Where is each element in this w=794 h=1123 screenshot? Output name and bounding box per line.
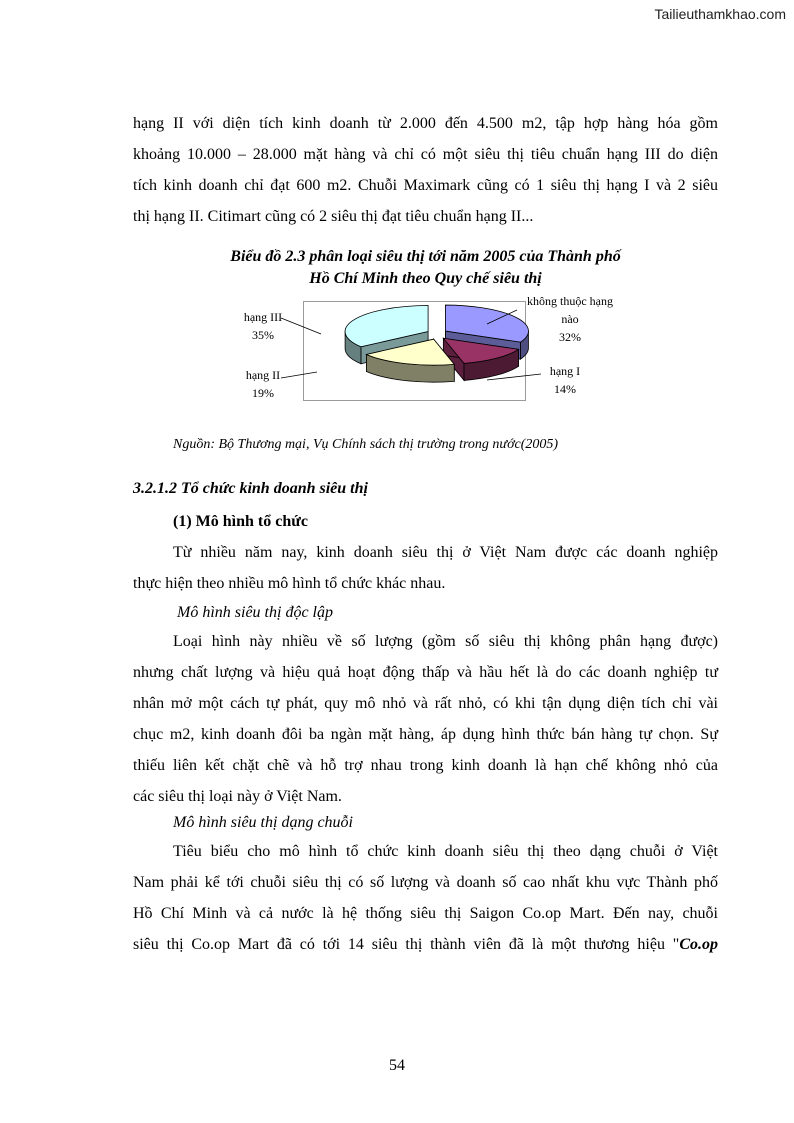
text-line: các siêu thị loại này ở Việt Nam. bbox=[133, 788, 342, 805]
text-line: khoảng 10.000 – 28.000 mặt hàng và chỉ có một siêu thị tiêu chuẩn hạng III do diện bbox=[133, 146, 718, 163]
brand-name: Co.op bbox=[679, 936, 718, 953]
text-line: hạng II với diện tích kinh doanh từ 2.000 đến 4.500 m2, tập hợp hàng hóa gồm bbox=[133, 115, 718, 132]
chart-title: Biểu đồ 2.3 phân loại siêu thị tới năm 2005 của Thành phố bbox=[230, 248, 621, 265]
legend-label-hang-i: hạng I 14% bbox=[549, 364, 581, 396]
text-line: thực hiện theo nhiều mô hình tổ chức khác nhau. bbox=[133, 575, 446, 592]
intro-paragraph bbox=[133, 108, 718, 232]
text-line: Hồ Chí Minh và cả nước là hệ thống siêu thị Saigon Co.op Mart. Đến nay, chuỗi bbox=[133, 905, 718, 922]
text-line: Nam phải kể tới chuỗi siêu thị có số lượng và doanh số cao nhất khu vực Thành phố bbox=[133, 874, 718, 891]
paragraph-chain bbox=[133, 836, 718, 960]
chart-subtitle: Hồ Chí Minh theo Quy chế siêu thị bbox=[309, 270, 542, 287]
subsection-heading: (1) Mô hình tổ chức bbox=[173, 513, 308, 530]
legend-label-hang-iii: hạng III 35% bbox=[243, 310, 283, 342]
model-independent-title: Mô hình siêu thị độc lập bbox=[177, 604, 333, 621]
text-line: nhân mở một cách tự phát, quy mô nhỏ và rất nhỏ, có khi tận dụng diện tích chỉ vài bbox=[133, 695, 718, 712]
text-line: tích kinh doanh chỉ đạt 600 m2. Chuỗi Maximark cũng có 1 siêu thị hạng I và 2 siêu bbox=[133, 177, 718, 194]
text-line: Từ nhiều năm nay, kinh doanh siêu thị ở Việt Nam được các doanh nghiệp bbox=[173, 544, 718, 561]
watermark: Tailieuthamkhao.com bbox=[654, 6, 786, 22]
text-line: Tiêu biểu cho mô hình tổ chức kinh doanh siêu thị theo dạng chuỗi ở Việt bbox=[173, 843, 718, 860]
legend-label-hang-ii: hạng II 19% bbox=[245, 368, 281, 400]
text-line: nhưng chất lượng và hiệu quả hoạt động thấp và hầu hết là do các doanh nghiệp tư bbox=[133, 664, 718, 681]
chart-source: Nguồn: Bộ Thương mại, Vụ Chính sách thị trường trong nước(2005) bbox=[173, 437, 559, 452]
text-line: thị hạng II. Citimart cũng có 2 siêu thị đạt tiêu chuẩn hạng II... bbox=[133, 208, 534, 225]
paragraph-independent bbox=[133, 626, 718, 812]
legend-label-khong-thuoc-hang: không thuộc hạng nào 32% bbox=[527, 294, 613, 344]
page-number: 54 bbox=[389, 1057, 405, 1074]
text-line: siêu thị Co.op Mart đã có tới 14 siêu thị thành viên đã là một thương hiệu "Co.op bbox=[133, 936, 718, 953]
paragraph-intro-models bbox=[133, 537, 718, 599]
text-line: Loại hình này nhiều về số lượng (gồm số siêu thị không phân hạng được) bbox=[173, 633, 718, 650]
pie-chart bbox=[225, 292, 625, 404]
text-line: thiếu liên kết chặt chẽ và hỗ trợ nhau trong kinh doanh là hạn chế không nhỏ của bbox=[133, 757, 718, 774]
model-chain-title: Mô hình siêu thị dạng chuỗi bbox=[173, 814, 353, 831]
section-heading: 3.2.1.2 Tổ chức kinh doanh siêu thị bbox=[133, 480, 368, 497]
text-line: chục m2, kinh doanh đôi ba ngàn mặt hàng, áp dụng hình thức bán hàng tự chọn. Sự bbox=[133, 726, 718, 743]
